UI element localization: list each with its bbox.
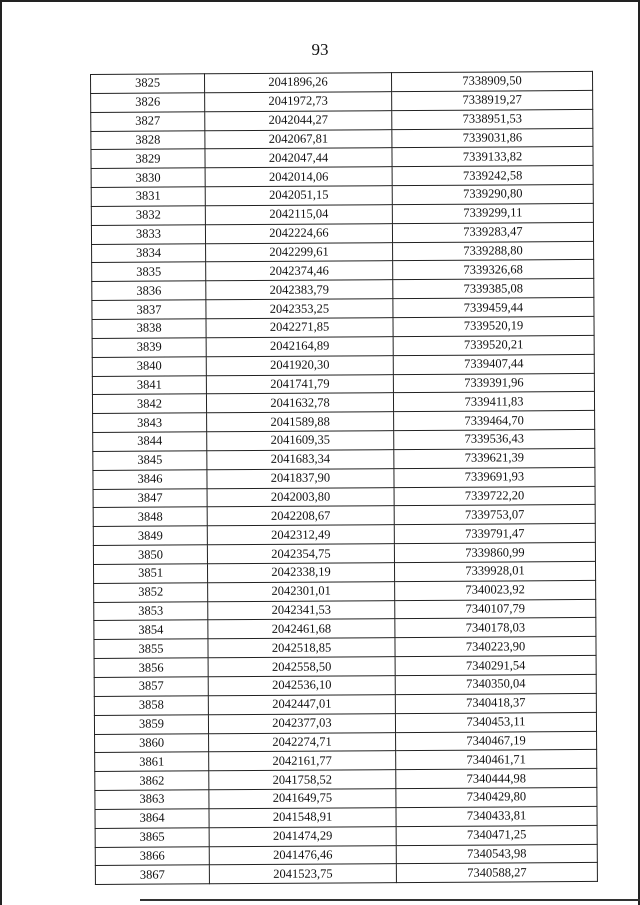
point-number-cell: 3828: [91, 130, 205, 150]
point-number-cell: 3838: [92, 319, 206, 339]
x-coordinate-cell: 2042044,27: [205, 110, 392, 130]
y-coordinate-cell: 7339288,80: [393, 241, 594, 261]
y-coordinate-cell: 7340444,98: [396, 769, 597, 789]
point-number-cell: 3851: [93, 564, 207, 584]
y-coordinate-cell: 7340471,25: [396, 825, 597, 845]
y-coordinate-cell: 7339031,86: [392, 128, 593, 148]
x-coordinate-cell: 2041758,52: [209, 770, 396, 790]
x-coordinate-cell: 2041683,34: [207, 450, 394, 470]
y-coordinate-cell: 7339860,99: [394, 543, 595, 563]
y-coordinate-cell: 7340178,03: [395, 618, 596, 638]
y-coordinate-cell: 7340429,80: [396, 787, 597, 807]
y-coordinate-cell: 7339791,47: [394, 524, 595, 544]
point-number-cell: 3866: [95, 846, 209, 866]
x-coordinate-cell: 2041474,29: [209, 826, 396, 846]
y-coordinate-cell: 7340453,11: [395, 712, 596, 732]
x-coordinate-cell: 2042067,81: [205, 129, 392, 149]
y-coordinate-cell: 7339385,08: [393, 279, 594, 299]
x-coordinate-cell: 2041476,46: [209, 845, 396, 865]
point-number-cell: 3847: [93, 488, 207, 508]
x-coordinate-cell: 2042274,71: [209, 732, 396, 752]
point-number-cell: 3841: [92, 375, 206, 395]
x-coordinate-cell: 2042164,89: [206, 336, 393, 356]
y-coordinate-cell: 7339753,07: [394, 505, 595, 525]
y-coordinate-cell: 7340588,27: [396, 863, 597, 883]
y-coordinate-cell: 7339691,93: [394, 467, 595, 487]
point-number-cell: 3844: [93, 432, 207, 452]
y-coordinate-cell: 7339411,83: [393, 392, 594, 412]
point-number-cell: 3825: [91, 74, 205, 94]
x-coordinate-cell: 2041896,26: [205, 73, 392, 93]
point-number-cell: 3826: [91, 93, 205, 113]
coordinates-table-body: [91, 71, 598, 884]
y-coordinate-cell: 7338951,53: [392, 109, 593, 129]
y-coordinate-cell: 7339326,68: [393, 260, 594, 280]
x-coordinate-cell: 2042301,01: [208, 581, 395, 601]
y-coordinate-cell: 7340023,92: [395, 580, 596, 600]
y-coordinate-cell: 7339459,44: [393, 298, 594, 318]
x-coordinate-cell: 2041741,79: [206, 374, 393, 394]
point-number-cell: 3867: [95, 865, 209, 885]
x-coordinate-cell: 2042354,75: [207, 544, 394, 564]
scan-border-bottom: [140, 899, 640, 901]
point-number-cell: 3854: [94, 620, 208, 640]
y-coordinate-cell: 7339928,01: [394, 561, 595, 581]
point-number-cell: 3827: [91, 111, 205, 131]
point-number-cell: 3849: [93, 526, 207, 546]
point-number-cell: 3860: [95, 733, 209, 753]
y-coordinate-cell: 7339391,96: [393, 373, 594, 393]
x-coordinate-cell: 2042461,68: [208, 619, 395, 639]
point-number-cell: 3836: [92, 281, 206, 301]
point-number-cell: 3853: [94, 601, 208, 621]
point-number-cell: 3837: [92, 300, 206, 320]
x-coordinate-cell: 2042208,67: [207, 506, 394, 526]
x-coordinate-cell: 2041609,35: [207, 431, 394, 451]
y-coordinate-cell: 7340350,04: [395, 674, 596, 694]
y-coordinate-cell: 7339290,80: [392, 184, 593, 204]
y-coordinate-cell: 7338919,27: [392, 90, 593, 110]
x-coordinate-cell: 2041920,30: [206, 355, 393, 375]
scan-border-left: [0, 0, 2, 905]
y-coordinate-cell: 7340291,54: [395, 656, 596, 676]
x-coordinate-cell: 2042161,77: [209, 751, 396, 771]
y-coordinate-cell: 7340461,71: [396, 750, 597, 770]
point-number-cell: 3848: [93, 507, 207, 527]
x-coordinate-cell: 2041548,91: [209, 808, 396, 828]
point-number-cell: 3862: [95, 771, 209, 791]
point-number-cell: 3863: [95, 790, 209, 810]
point-number-cell: 3840: [92, 356, 206, 376]
y-coordinate-cell: 7338909,50: [391, 71, 592, 91]
x-coordinate-cell: 2042447,01: [208, 694, 395, 714]
y-coordinate-cell: 7339621,39: [394, 448, 595, 468]
point-number-cell: 3856: [94, 658, 208, 678]
x-coordinate-cell: 2042536,10: [208, 676, 395, 696]
point-number-cell: 3829: [91, 149, 205, 169]
x-coordinate-cell: 2041972,73: [205, 92, 392, 112]
x-coordinate-cell: 2042353,25: [206, 299, 393, 319]
point-number-cell: 3852: [94, 583, 208, 603]
point-number-cell: 3834: [92, 243, 206, 263]
x-coordinate-cell: 2042377,03: [208, 713, 395, 733]
y-coordinate-cell: 7340107,79: [395, 599, 596, 619]
coordinates-table: [90, 71, 598, 885]
x-coordinate-cell: 2041523,75: [209, 864, 396, 884]
page-number: 93: [311, 40, 329, 59]
y-coordinate-cell: 7339133,82: [392, 147, 593, 167]
x-coordinate-cell: 2042338,19: [207, 563, 394, 583]
x-coordinate-cell: 2042299,61: [206, 242, 393, 262]
x-coordinate-cell: 2041632,78: [206, 393, 393, 413]
table-row: [95, 863, 597, 885]
point-number-cell: 3850: [93, 545, 207, 565]
y-coordinate-cell: 7339536,43: [394, 429, 595, 449]
x-coordinate-cell: 2042115,04: [205, 205, 392, 225]
y-coordinate-cell: 7340418,37: [395, 693, 596, 713]
y-coordinate-cell: 7340543,98: [396, 844, 597, 864]
x-coordinate-cell: 2042224,66: [205, 223, 392, 243]
point-number-cell: 3855: [94, 639, 208, 659]
y-coordinate-cell: 7340223,90: [395, 637, 596, 657]
point-number-cell: 3857: [94, 677, 208, 697]
point-number-cell: 3858: [94, 696, 208, 716]
point-number-cell: 3835: [92, 262, 206, 282]
x-coordinate-cell: 2042341,53: [208, 600, 395, 620]
y-coordinate-cell: 7339464,70: [394, 411, 595, 431]
x-coordinate-cell: 2042374,46: [206, 261, 393, 281]
y-coordinate-cell: 7339520,21: [393, 335, 594, 355]
y-coordinate-cell: 7340433,81: [396, 806, 597, 826]
point-number-cell: 3846: [93, 470, 207, 490]
point-number-cell: 3859: [94, 714, 208, 734]
y-coordinate-cell: 7339242,58: [392, 166, 593, 186]
x-coordinate-cell: 2041837,90: [207, 468, 394, 488]
point-number-cell: 3832: [91, 206, 205, 226]
point-number-cell: 3864: [95, 809, 209, 829]
x-coordinate-cell: 2042014,06: [205, 167, 392, 187]
x-coordinate-cell: 2042518,85: [208, 638, 395, 658]
point-number-cell: 3842: [92, 394, 206, 414]
y-coordinate-cell: 7339407,44: [393, 354, 594, 374]
x-coordinate-cell: 2042271,85: [206, 318, 393, 338]
x-coordinate-cell: 2042003,80: [207, 487, 394, 507]
point-number-cell: 3865: [95, 828, 209, 848]
scan-border-top: [0, 0, 640, 2]
point-number-cell: 3830: [91, 168, 205, 188]
x-coordinate-cell: 2041589,88: [207, 412, 394, 432]
x-coordinate-cell: 2042047,44: [205, 148, 392, 168]
y-coordinate-cell: 7339283,47: [392, 222, 593, 242]
x-coordinate-cell: 2042383,79: [206, 280, 393, 300]
point-number-cell: 3843: [93, 413, 207, 433]
y-coordinate-cell: 7339520,19: [393, 316, 594, 336]
x-coordinate-cell: 2042312,49: [207, 525, 394, 545]
x-coordinate-cell: 2041649,75: [209, 789, 396, 809]
y-coordinate-cell: 7339722,20: [394, 486, 595, 506]
point-number-cell: 3833: [91, 225, 205, 245]
y-coordinate-cell: 7340467,19: [396, 731, 597, 751]
point-number-cell: 3845: [93, 451, 207, 471]
x-coordinate-cell: 2042558,50: [208, 657, 395, 677]
point-number-cell: 3861: [95, 752, 209, 772]
point-number-cell: 3831: [91, 187, 205, 207]
point-number-cell: 3839: [92, 338, 206, 358]
x-coordinate-cell: 2042051,15: [205, 186, 392, 206]
y-coordinate-cell: 7339299,11: [392, 203, 593, 223]
